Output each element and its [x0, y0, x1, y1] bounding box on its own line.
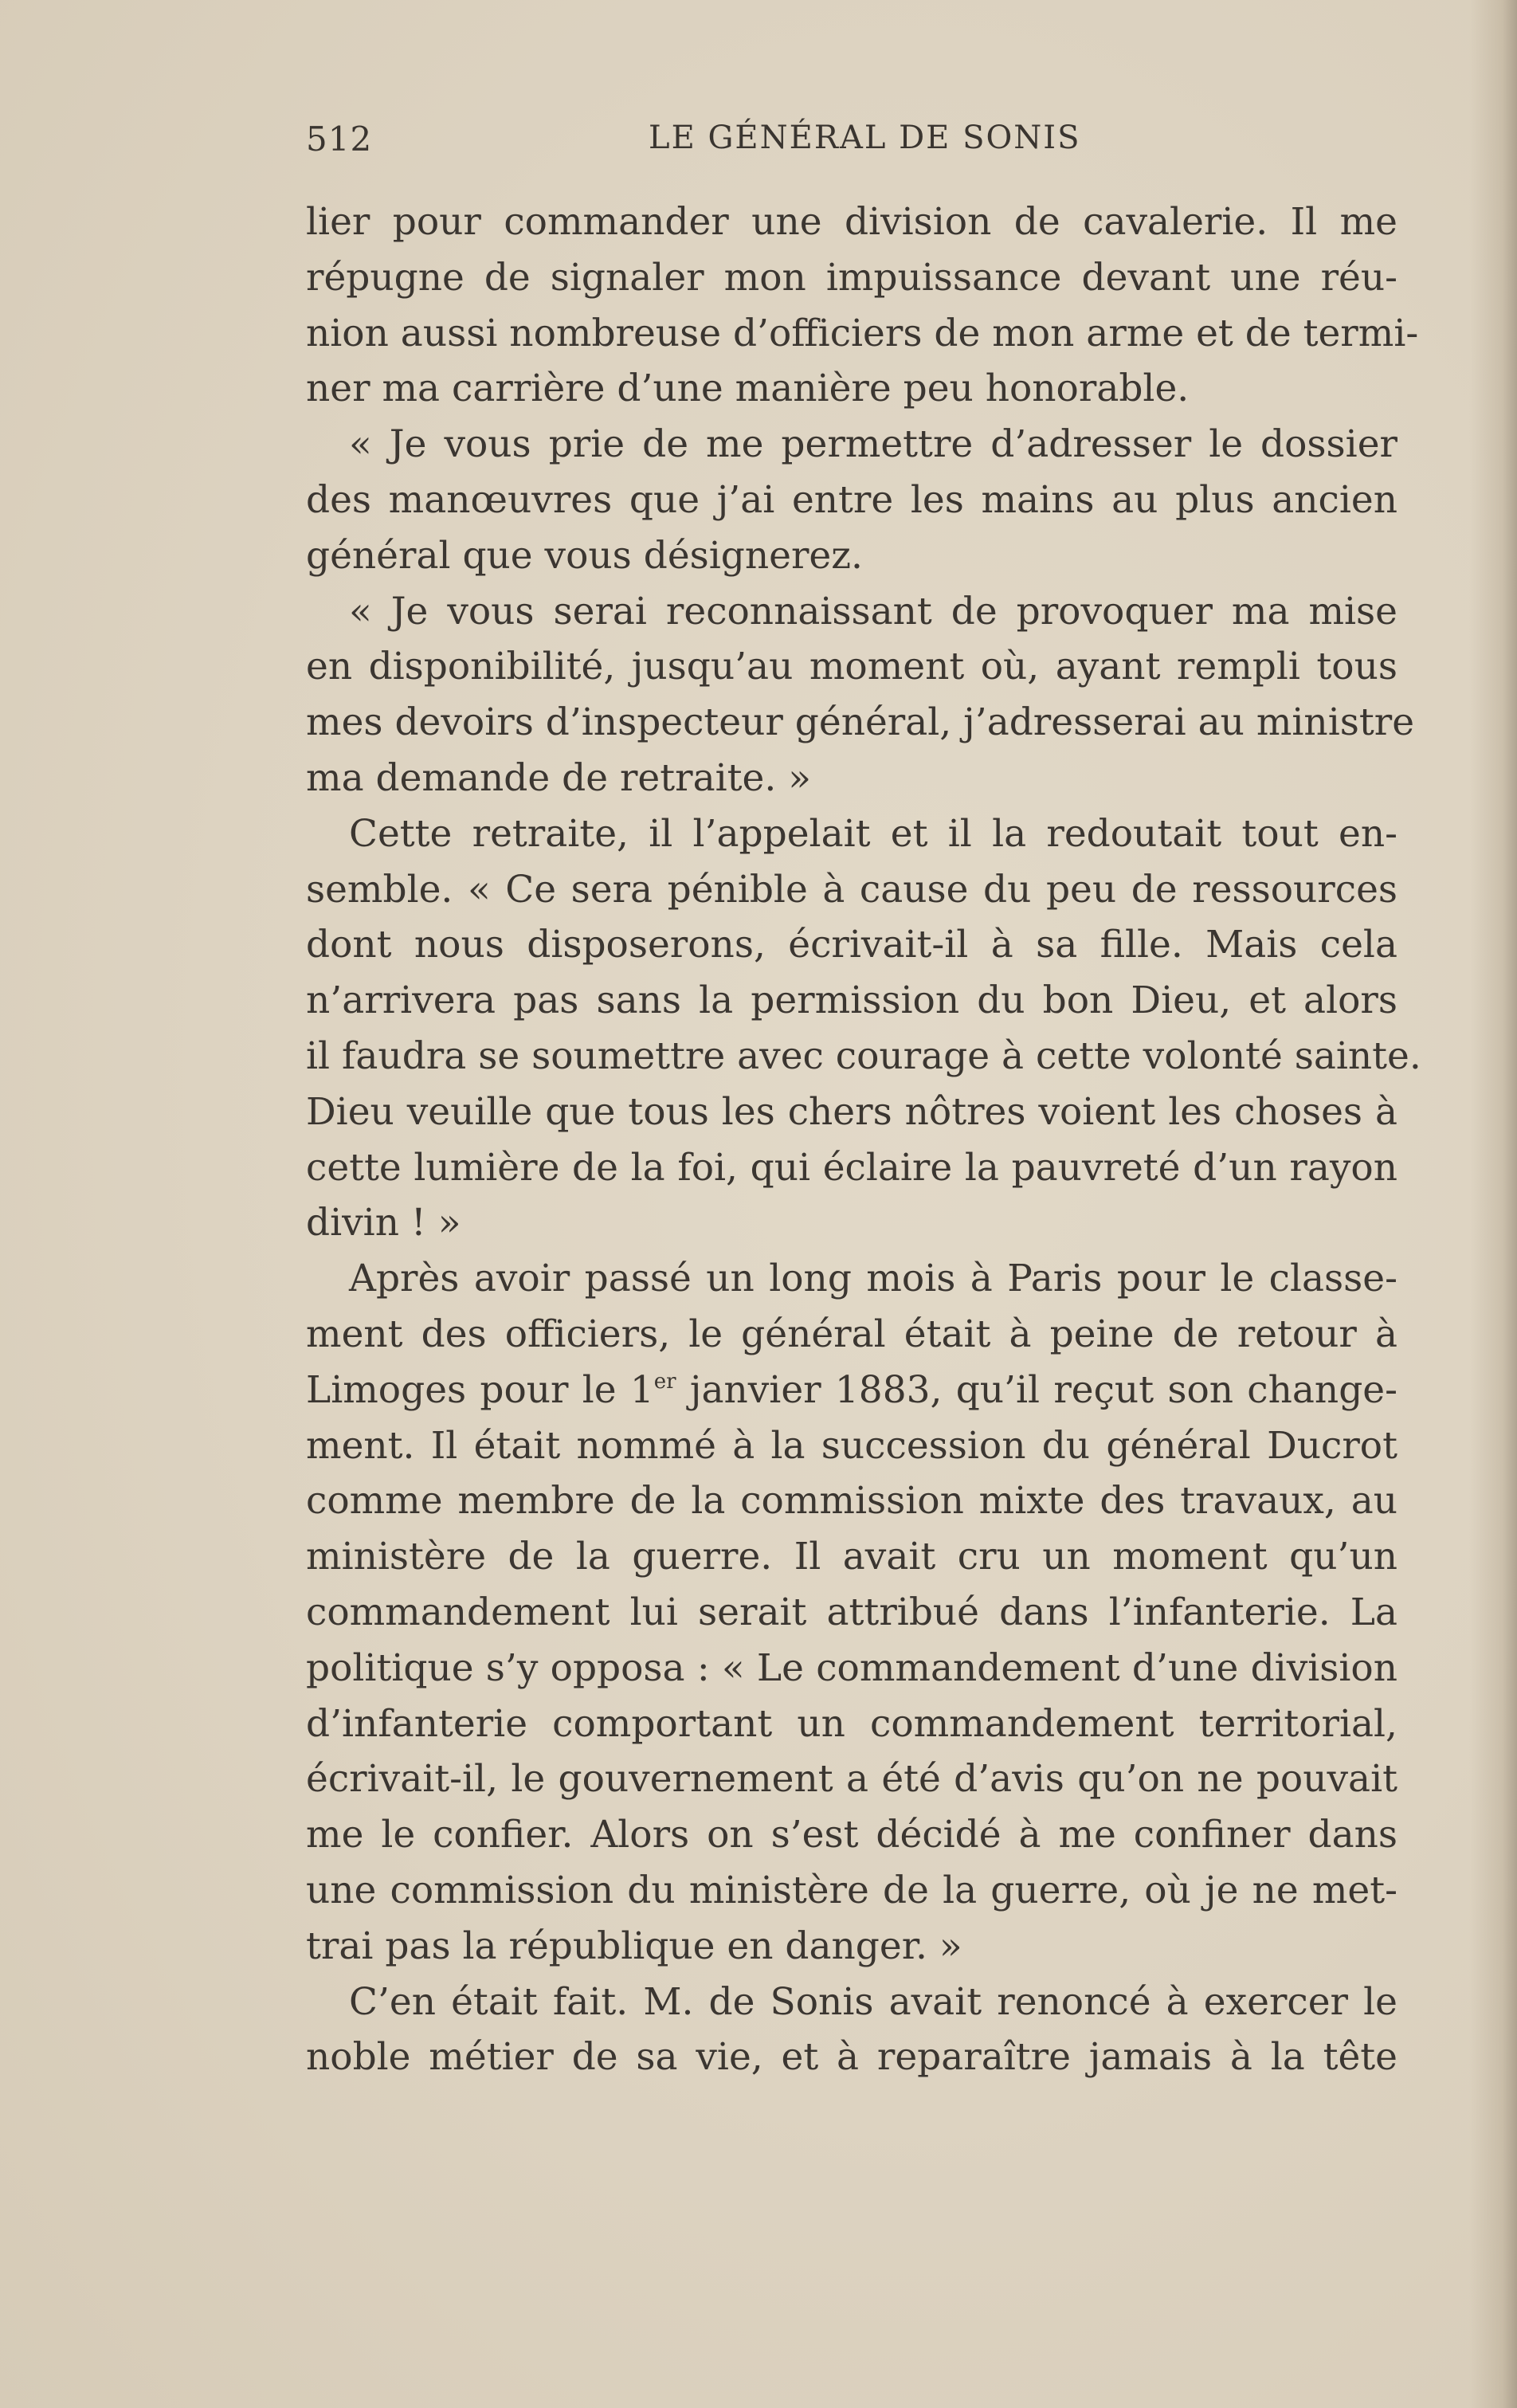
- body-text: [306, 194, 1421, 2085]
- text-line: il faudra se soumettre avec courage à cette volonté sainte.: [306, 1033, 1421, 1078]
- text-line: C’en était fait. M. de Sonis avait renoncé à exercer le: [349, 1979, 1397, 2024]
- text-line: lier pour commander une division de cavalerie. Il me: [306, 200, 1397, 244]
- text-line: cette lumière de la foi, qui éclaire la pauvreté d’un rayon: [306, 1145, 1397, 1190]
- text-line: noble métier de sa vie, et à reparaître jamais à la tête: [306, 2035, 1397, 2080]
- text-line: semble. « Ce sera pénible à cause du peu de ressources: [306, 867, 1397, 912]
- text-line: « Je vous prie de me permettre d’adresser le dossier: [349, 422, 1397, 467]
- text-line: divin ! »: [306, 1201, 461, 1245]
- text-line: d’infanterie comportant un commandement territorial,: [306, 1701, 1397, 1746]
- text-line: n’arrivera pas sans la permission du bon Dieu, et alors: [306, 978, 1397, 1023]
- text-line: une commission du ministère de la guerre, où je ne met-: [306, 1868, 1397, 1912]
- text-line: mes devoirs d’inspecteur général, j’adresserai au ministre: [306, 700, 1415, 745]
- paragraph-6: [306, 1975, 1397, 2086]
- text-line: des manœuvres que j’ai entre les mains au plus ancien: [306, 477, 1397, 522]
- running-title: LE GÉNÉRAL DE SONIS: [649, 120, 1081, 156]
- text-line: commandement lui serait attribué dans l’infanterie. La: [306, 1590, 1397, 1634]
- text-line: politique s’y opposa : « Le commandement d’une division: [306, 1645, 1397, 1690]
- text-line: Dieu veuille que tous les chers nôtres voient les choses à: [306, 1089, 1397, 1134]
- text-line: écrivait-il, le gouvernement a été d’avis qu’on ne pouvait: [306, 1757, 1397, 1802]
- text-line: ma demande de retraite. »: [306, 755, 811, 800]
- ordinal-superscript: er: [653, 1369, 676, 1394]
- text-line: « Je vous serai reconnaissant de provoquer ma mise: [349, 589, 1397, 633]
- text-line: nion aussi nombreuse d’officiers de mon arme et de termi-: [306, 311, 1419, 355]
- text-line: dont nous disposerons, écrivait-il à sa fille. Mais cela: [306, 923, 1397, 967]
- paragraph-2: [306, 417, 1397, 583]
- text-line: ment des officiers, le général était à peine de retour à: [306, 1312, 1397, 1356]
- page-edge-shadow: [1469, 0, 1517, 2408]
- text-line: Cette retraite, il l’appelait et il la redoutait tout en-: [349, 811, 1397, 856]
- text-line: trai pas la république en danger. »: [306, 1924, 962, 1968]
- text-line: en disponibilité, jusqu’au moment où, ayant rempli tous: [306, 645, 1397, 689]
- paragraph-3: [306, 584, 1415, 806]
- paragraph-4: [306, 806, 1421, 1251]
- text-line: général que vous désignerez.: [306, 533, 863, 578]
- paragraph-5: [306, 1251, 1397, 1974]
- text-line: Après avoir passé un long mois à Paris pour le classe-: [349, 1257, 1397, 1301]
- text-line: répugne de signaler mon impuissance devant une réu-: [306, 255, 1397, 300]
- page-number: 512: [306, 120, 373, 159]
- text-line: ner ma carrière d’une manière peu honorable.: [306, 367, 1190, 411]
- paragraph-1: [306, 194, 1419, 417]
- page-header: [306, 120, 1382, 167]
- text-segment: Limoges pour le 1: [306, 1367, 654, 1412]
- text-segment: janvier 1883, qu’il reçut son change-: [676, 1367, 1397, 1412]
- text-line: ministère de la guerre. Il avait cru un moment qu’un: [306, 1535, 1397, 1579]
- text-line: ment. Il était nommé à la succession du général Ducrot: [306, 1423, 1397, 1468]
- text-line: comme membre de la commission mixte des travaux, au: [306, 1479, 1397, 1524]
- text-line: me le confier. Alors on s’est décidé à me confiner dans: [306, 1813, 1397, 1857]
- text-line-with-superscript: [306, 1363, 1397, 1418]
